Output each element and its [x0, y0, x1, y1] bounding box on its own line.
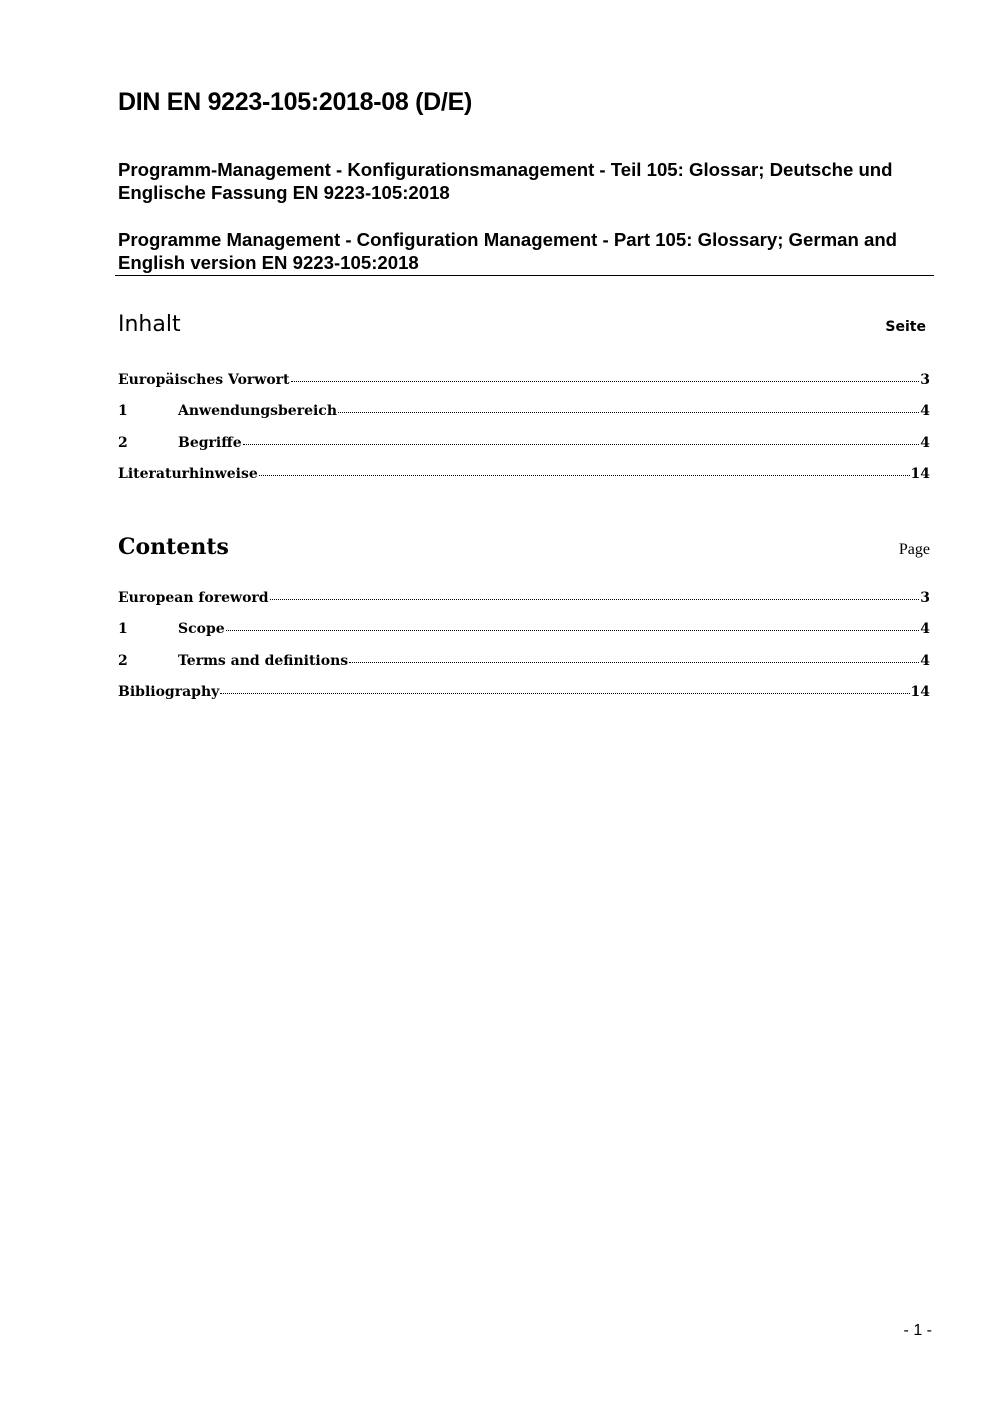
toc-entry-leader: [291, 377, 920, 382]
toc-entry-page: 14: [910, 465, 930, 482]
toc-entry-title: Scope: [178, 621, 225, 638]
toc-entry-title: Bibliography: [118, 683, 220, 700]
title-divider: [115, 275, 934, 276]
toc-entry-title: Terms and definitions: [178, 652, 349, 669]
toc-entry-title: European foreword: [118, 590, 269, 606]
toc-entry-title: Begriffe: [178, 434, 242, 451]
toc-entry[interactable]: [118, 466, 930, 497]
toc-entry-leader: [349, 658, 919, 663]
toc-english-list: [118, 590, 930, 715]
toc-german-page-label: Seite: [885, 319, 926, 335]
toc-entry-page: 3: [920, 372, 930, 388]
toc-german: [118, 312, 930, 497]
document-id: DIN EN 9223-105:2018-08 (D/E): [118, 88, 472, 116]
toc-entry-page: 4: [920, 434, 930, 451]
toc-entry[interactable]: [118, 621, 930, 652]
toc-entry-number: 2: [118, 434, 128, 451]
toc-entry[interactable]: [118, 403, 930, 434]
document-title-english: Programme Management - Configuration Management - Part 105: Glossary; German and English version EN 9223-105:2018: [118, 229, 898, 273]
toc-entry-page: 14: [910, 683, 930, 700]
toc-entry-page: 4: [920, 403, 930, 420]
toc-english-heading: Contents: [118, 534, 229, 560]
toc-german-header: [118, 312, 930, 358]
toc-german-list: [118, 372, 930, 497]
toc-english-header: [118, 534, 930, 580]
toc-entry-page: 3: [920, 590, 930, 606]
toc-entry[interactable]: [118, 653, 930, 684]
document-title-german: Programm-Management - Konfigurationsmanagement - Teil 105: Glossar; Deutsche und Englische Fassung EN 9223-105:2018: [118, 159, 893, 203]
toc-entry[interactable]: [118, 590, 930, 621]
toc-entry-leader: [338, 408, 919, 413]
toc-entry[interactable]: [118, 372, 930, 403]
toc-entry-title: Europäisches Vorwort: [118, 372, 290, 388]
toc-entry-leader: [243, 440, 920, 445]
page-number: - 1 -: [903, 1322, 932, 1339]
toc-entry[interactable]: [118, 684, 930, 715]
toc-entry-number: 1: [118, 621, 128, 638]
toc-entry-leader: [270, 595, 920, 600]
toc-entry-leader: [259, 471, 910, 476]
toc-english: [118, 534, 930, 715]
toc-entry[interactable]: [118, 435, 930, 466]
toc-entry-number: 2: [118, 652, 128, 669]
toc-entry-leader: [226, 626, 920, 631]
toc-entry-page: 4: [920, 621, 930, 638]
toc-entry-number: 1: [118, 403, 128, 420]
toc-entry-leader: [220, 689, 909, 694]
toc-entry-page: 4: [920, 652, 930, 669]
toc-english-page-label: Page: [898, 541, 930, 558]
toc-entry-title: Anwendungsbereich: [178, 403, 337, 420]
toc-entry-title: Literaturhinweise: [118, 465, 258, 482]
toc-german-heading: Inhalt: [118, 312, 181, 337]
